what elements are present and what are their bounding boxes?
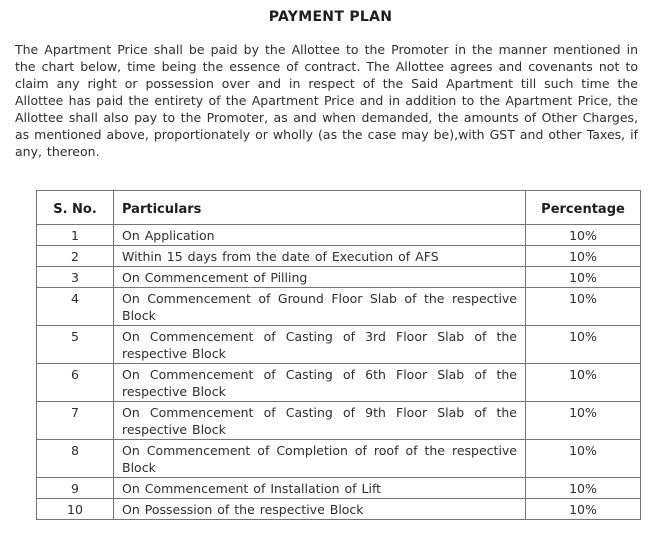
cell-percentage: 10% — [526, 326, 641, 364]
cell-percentage: 10% — [526, 364, 641, 402]
cell-particulars: On Commencement of Installation of Lift — [114, 478, 526, 499]
cell-particulars: On Commencement of Pilling — [114, 267, 526, 288]
cell-percentage: 10% — [526, 499, 641, 520]
cell-particulars: Within 15 days from the date of Execution of AFS — [114, 246, 526, 267]
cell-serial-number: 4 — [37, 288, 114, 326]
cell-particulars: On Commencement of Casting of 6th Floor Slab of the respective Block — [114, 364, 526, 402]
cell-percentage: 10% — [526, 225, 641, 246]
cell-particulars: On Commencement of Casting of 3rd Floor Slab of the respective Block — [114, 326, 526, 364]
intro-paragraph: The Apartment Price shall be paid by the Allottee to the Promoter in the manner mentioned in the chart below, time being the essence of contract. The Allottee agrees and covenants not to claim any right or possession over and in respect of the Said Apartment till such time the Allottee has paid the entirety of the Apartment Price and in addition to the Apartment Price, the Allottee shall also pay to the Promoter, as and when demanded, the amounts of Other Charges, as mentioned above, proportionately or wholly (as the case may be),with GST and other Taxes, if any, thereon. — [15, 42, 638, 159]
cell-percentage: 10% — [526, 267, 641, 288]
cell-serial-number: 5 — [37, 326, 114, 364]
table-row — [37, 288, 641, 326]
header-percentage: Percentage — [526, 191, 641, 225]
table-row — [37, 326, 641, 364]
table-row — [37, 225, 641, 246]
cell-serial-number: 1 — [37, 225, 114, 246]
header-serial-number: S. No. — [37, 191, 114, 225]
table-row — [37, 246, 641, 267]
cell-serial-number: 7 — [37, 402, 114, 440]
cell-percentage: 10% — [526, 288, 641, 326]
cell-particulars: On Commencement of Completion of roof of the respective Block — [114, 440, 526, 478]
payment-plan-table — [36, 190, 641, 520]
table-row — [37, 267, 641, 288]
cell-serial-number: 3 — [37, 267, 114, 288]
page-title: PAYMENT PLAN — [268, 9, 393, 25]
cell-percentage: 10% — [526, 246, 641, 267]
cell-serial-number: 6 — [37, 364, 114, 402]
table-row — [37, 440, 641, 478]
cell-particulars: On Commencement of Ground Floor Slab of the respective Block — [114, 288, 526, 326]
cell-serial-number: 10 — [37, 499, 114, 520]
cell-percentage: 10% — [526, 440, 641, 478]
table-row — [37, 402, 641, 440]
cell-percentage: 10% — [526, 402, 641, 440]
cell-percentage: 10% — [526, 478, 641, 499]
cell-particulars: On Possession of the respective Block — [114, 499, 526, 520]
table-row — [37, 478, 641, 499]
cell-serial-number: 8 — [37, 440, 114, 478]
cell-particulars: On Commencement of Casting of 9th Floor Slab of the respective Block — [114, 402, 526, 440]
header-particulars: Particulars — [114, 191, 526, 225]
table-header-row — [37, 191, 641, 225]
cell-serial-number: 9 — [37, 478, 114, 499]
table-row — [37, 364, 641, 402]
cell-particulars: On Application — [114, 225, 526, 246]
cell-serial-number: 2 — [37, 246, 114, 267]
table-row — [37, 499, 641, 520]
